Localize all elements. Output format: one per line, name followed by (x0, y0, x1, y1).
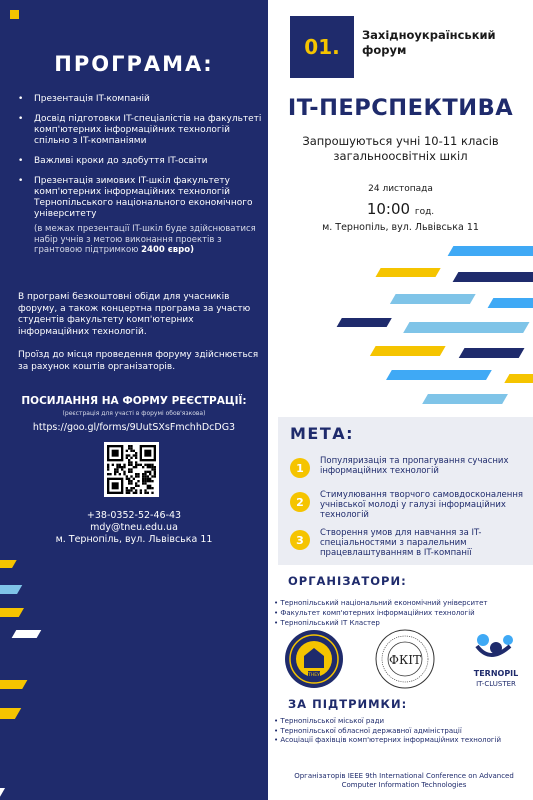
list-item: • Тернопільської міської ради (274, 717, 532, 727)
supporters-title: ЗА ПІДТРИМКИ: (288, 697, 408, 711)
bullet-icon: • (18, 114, 24, 124)
list-item: • Тернопільської обласної державної адміністрації (274, 727, 532, 737)
right-content (268, 0, 533, 800)
travel-paragraph: Проїзд до місця проведення форуму здійснюється за рахунок коштів організаторів. (18, 350, 259, 372)
registration-link[interactable]: https://goo.gl/forms/9UutSXsFmchhDcDG3 (32, 422, 236, 433)
invitation-text: Запрошуються учні 10-11 класів загальноосвітніх шкіл (302, 134, 499, 163)
goal-item: 3 Створення умов для навчання за IT-спеціальностями з паралельним працевлаштуванням в IT-компанії (290, 528, 530, 558)
goal-number-icon: 3 (290, 530, 310, 550)
registration-title: ПОСИЛАННЯ НА ФОРМУ РЕЄСТРАЦІЇ: (21, 395, 247, 407)
svg-text:TERNOPIL: TERNOPIL (473, 669, 519, 678)
it-cluster-logo-icon (474, 634, 519, 688)
supporters-list (274, 717, 532, 746)
event-title: IT-ПЕРСПЕКТИВА (287, 95, 514, 121)
event-place: м. Тернопіль, вул. Львівська 11 (322, 222, 479, 233)
svg-text:ТНЕУ: ТНЕУ (308, 673, 320, 678)
organizer-logos (278, 628, 533, 690)
list-item: • Тернопільський IT Кластер (274, 618, 532, 628)
meals-paragraph: В програмі безкоштовні обіди для учасників форуму, а також концертна програма за участю студентів факультету комп'ютерних інформаційних технологій. (18, 292, 251, 337)
conference-note: Організаторів IEEE 9th International Conference on Advanced Computer Information Technologies (294, 772, 514, 789)
program-item: • Презентація зимових IT-шкіл факультету комп'ютерних інформаційних технологій Тернопільського національного економічного університету (в межах презентації IT-шкіл буде здійснюватися набір учнів з метою виконання проектів з грантовою підтримкою 2400 євро) (18, 176, 262, 256)
organizers-list (274, 598, 532, 628)
phone-number: +38-0352-52-46-43 (86, 510, 182, 521)
program-item: • Досвід підготовки IT-спеціалістів на факультеті комп'ютерних інформаційних технологій спільно з IT-компаніями (18, 114, 262, 146)
svg-text:ФКІТ: ФКІТ (389, 653, 421, 667)
goals-title: МЕТА: (290, 424, 355, 443)
program-note: (в межах презентації IT-шкіл буде здійснюватися набір учнів з метою виконання проектів з грантовою підтримкою 2400 євро) (34, 224, 256, 255)
email-address[interactable]: mdy@tneu.edu.ua (90, 522, 178, 533)
address: м. Тернопіль, вул. Львівська 11 (55, 534, 213, 545)
goal-item: 2 Стимулювання творчого самовдосконалення учнівської молоді у галузі інформаційних технологій (290, 490, 530, 520)
program-heading: ПРОГРАМА: (54, 52, 214, 76)
forum-name: Західноукраїнський форум (362, 28, 496, 57)
bullet-icon: • (18, 176, 24, 186)
fkit-logo-icon (376, 630, 434, 688)
list-item: • Тернопільський національний економічний університет (274, 598, 532, 608)
list-item: • Факультет комп'ютерних інформаційних технологій (274, 608, 532, 618)
goal-number-icon: 1 (290, 458, 310, 478)
bullet-icon: • (18, 94, 24, 104)
program-item: • Важливі кроки до здобуття IT-освіти (18, 156, 208, 166)
goal-item: 1 Популяризація та пропагування сучасних інформаційних технологій (290, 456, 530, 478)
event-time: 10:00 год. (366, 200, 435, 218)
goal-number-icon: 2 (290, 492, 310, 512)
bullet-icon: • (18, 156, 24, 166)
svg-text:IT-CLUSTER: IT-CLUSTER (476, 680, 516, 688)
program-item: • Презентація IT-компаній (18, 94, 150, 104)
registration-note: (реєстрація для участі в форумі обов'язкова) (62, 410, 206, 417)
list-item: • Асоціації фахівців комп'ютерних інформаційних технологій (274, 736, 532, 746)
organizers-title: ОРГАНІЗАТОРИ: (288, 574, 407, 588)
forum-number-badge: 01. (290, 16, 354, 78)
event-date: 24 листопада (368, 184, 433, 194)
tneu-logo-icon (285, 630, 343, 688)
